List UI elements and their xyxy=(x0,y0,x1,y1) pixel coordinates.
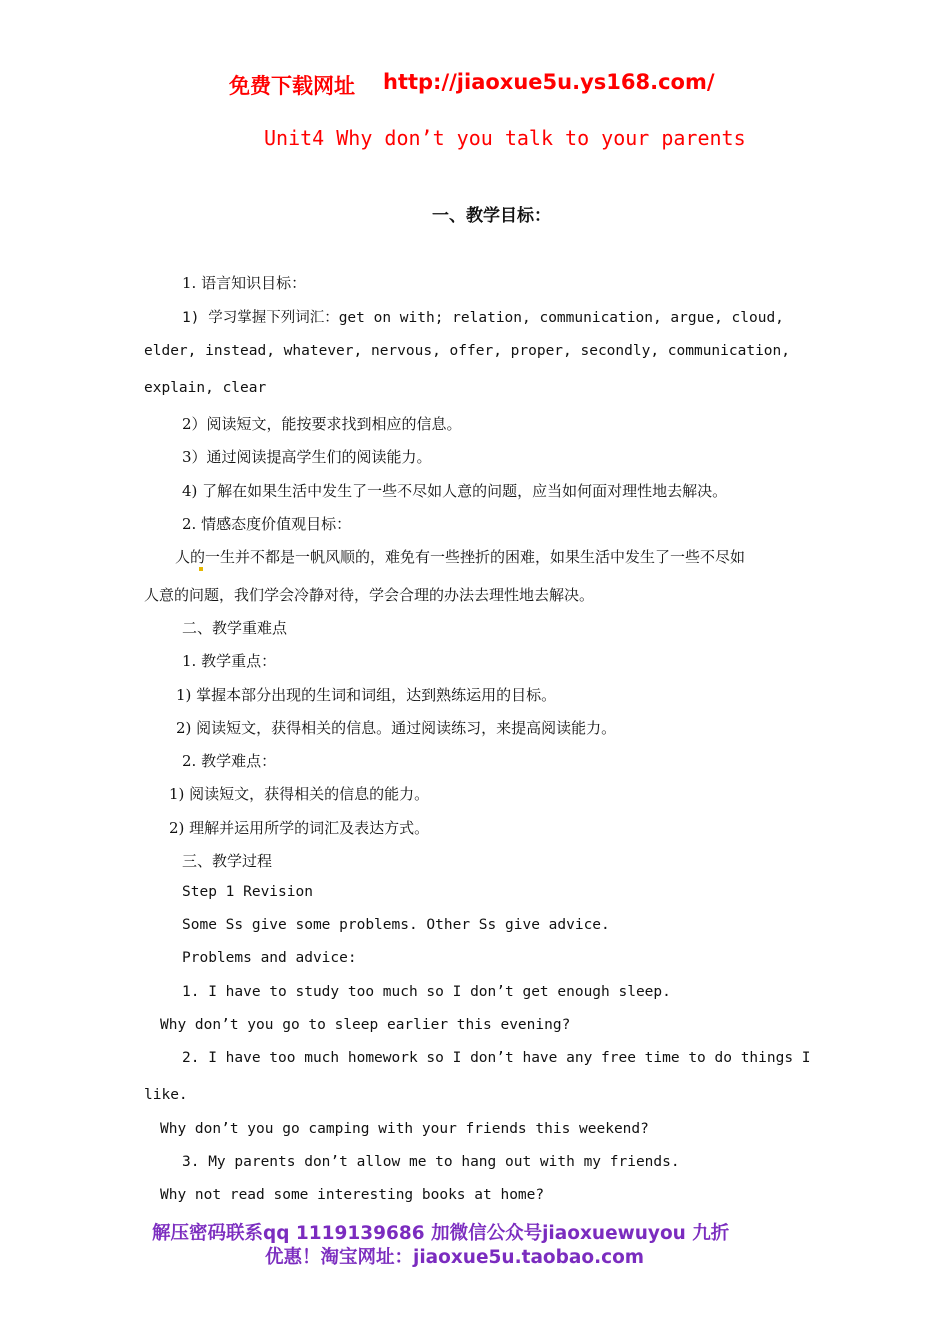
text-line: 1. I have to study too much so I don’t get enough sleep. xyxy=(182,984,671,1000)
text-line: Step 1 Revision xyxy=(182,884,313,900)
text-line: 1. 教学重点： xyxy=(182,652,277,670)
text-line: 1) 阅读短文，获得相关的信息的能力。 xyxy=(169,785,430,803)
highlight-mark xyxy=(199,567,203,571)
header-site-label: 免费下载网址 xyxy=(229,74,355,98)
section-heading-objectives: 一、教学目标： xyxy=(432,206,551,226)
text-line: 1. 语言知识目标： xyxy=(182,274,307,292)
text-line: Some Ss give some problems. Other Ss give advice. xyxy=(182,917,610,933)
text-line: like. xyxy=(144,1087,188,1103)
text-line: 3. My parents don’t allow me to hang out with my friends. xyxy=(182,1154,680,1170)
text-line: 1) 掌握本部分出现的生词和词组，达到熟练运用的目标。 xyxy=(176,686,557,704)
text-line: 3）通过阅读提高学生们的阅读能力。 xyxy=(182,448,432,466)
footer-contact: 解压密码联系qq 1119139686 加微信公众号jiaoxuewuyou 九折 xyxy=(152,1223,730,1244)
text-line: Why not read some interesting books at home? xyxy=(160,1187,545,1203)
text-line: 2. 情感态度价值观目标： xyxy=(182,515,352,533)
text-line: 2. 教学难点： xyxy=(182,752,277,770)
footer-shop: 优惠！淘宝网址：jiaoxue5u.taobao.com xyxy=(265,1247,645,1268)
text-line: 人的一生并不都是一帆风顺的，难免有一些挫折的困难，如果生活中发生了一些不尽如 xyxy=(175,548,746,566)
header-site-url[interactable]: http://jiaoxue5u.ys168.com/ xyxy=(383,70,715,94)
text-line: Why don’t you go camping with your friends this weekend? xyxy=(160,1121,649,1137)
text-line: 2）阅读短文，能按要求找到相应的信息。 xyxy=(182,415,462,433)
text-line: 2. I have too much homework so I don’t have any free time to do things I xyxy=(182,1050,811,1066)
section-heading-process: 三、教学过程 xyxy=(182,852,273,870)
text-line: 人意的问题，我们学会冷静对待，学会合理的办法去理性地去解决。 xyxy=(144,586,595,604)
text-line: 2) 阅读短文，获得相关的信息。通过阅读练习，来提高阅读能力。 xyxy=(176,719,617,737)
text-line: 1) 学习掌握下列词汇：get on with; relation, communication, argue, cloud, xyxy=(182,310,784,326)
text-line: elder, instead, whatever, nervous, offer, proper, secondly, communication, xyxy=(144,343,791,359)
document-title: Unit4 Why don’t you talk to your parents xyxy=(264,126,746,150)
text-line: explain, clear xyxy=(144,380,267,396)
text-line: 2) 理解并运用所学的词汇及表达方式。 xyxy=(169,819,430,837)
text-line: Why don’t you go to sleep earlier this evening? xyxy=(160,1017,571,1033)
section-heading-key-points: 二、教学重难点 xyxy=(182,619,288,637)
text-line: 4) 了解在如果生活中发生了一些不尽如人意的问题，应当如何面对理性地去解决。 xyxy=(182,482,728,500)
text-line: Problems and advice: xyxy=(182,950,357,966)
